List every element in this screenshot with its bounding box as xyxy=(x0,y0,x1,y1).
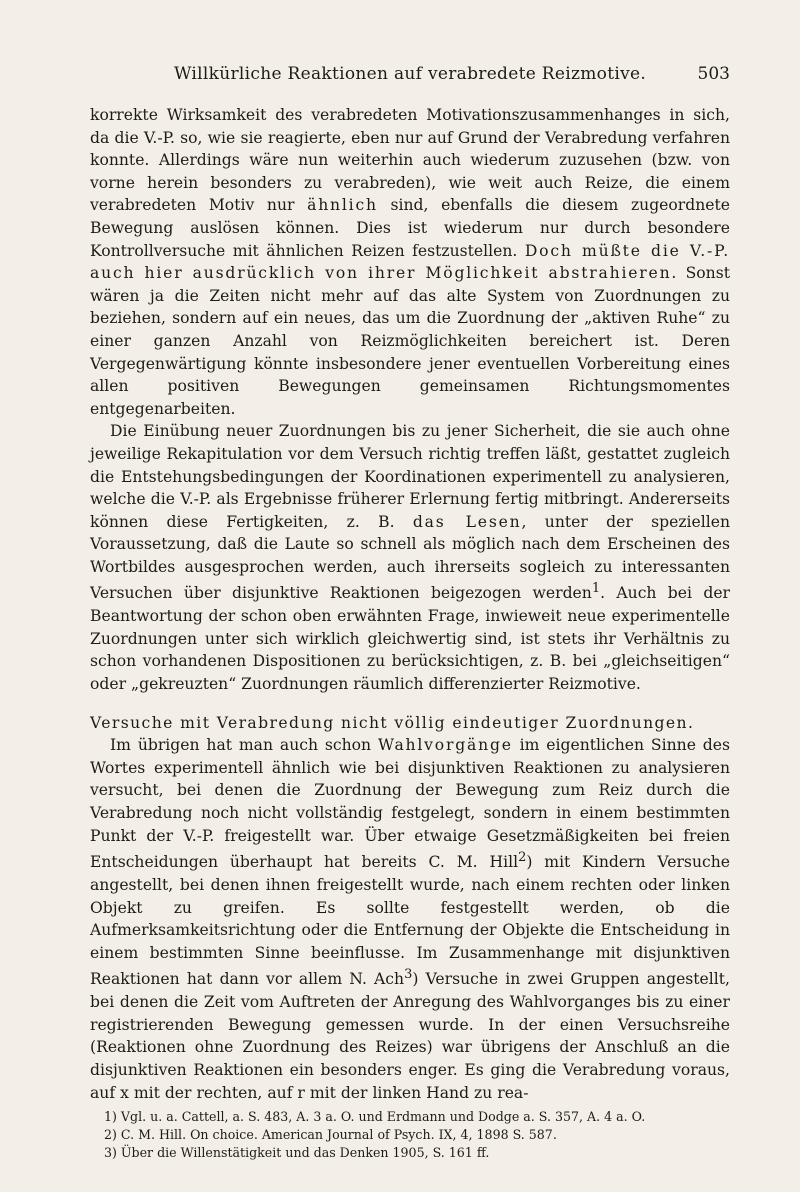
footnote-2: 2) C. M. Hill. On choice. American Journal of Psych. IX, 4, 1898 S. 587. xyxy=(104,1127,557,1142)
text-span: . Auch bei der Beantwortung der schon oben erwähnten Frage, inwieweit neue experimentelle Zuordnungen unter sich wirklich gleichwertig sind, ist stets ihr Verhältnis zu schon vorhandenen Dispositionen zu berücksichtigen, z. B. bei „gleichseitigen“ oder „gekreuzten“ Zuordnungen räumlich differenzierter Reizmotive. xyxy=(90,584,730,694)
footnote-3: 3) Über die Willenstätigkeit und das Denken 1905, S. 161 ff. xyxy=(104,1145,490,1160)
footnote-marker: 3 xyxy=(404,967,413,983)
section-heading xyxy=(90,712,730,735)
text-span: ) mit Kindern Versuche angestellt, bei denen ihnen freigestellt wurde, nach einem rechten oder linken Objekt zu greifen. Es sollte festgestellt werden, ob die Aufmerksamkeitsrichtung oder die Entfernung der Objekte die Entscheidung in einem bestimmten Sinne beeinflusse. Im Zusammenhange mit disjunktiven Reaktionen hat dann vor allem N. Ach xyxy=(90,853,730,989)
emphasis-text: ähnlich xyxy=(307,196,378,215)
text-span: , unter der speziellen Voraussetzung, daß die Laute so schnell als möglich nach dem Erscheinen des Wortbildes ausgesprochen werden, auch ihrerseits sogleich zu interessanten Versuchen über disjunktive Reaktionen beigezogen werden xyxy=(90,512,730,603)
emphasis-text: das Lesen xyxy=(412,512,522,531)
text-span: Die Einübung neuer Zuordnungen bis zu jener Sicherheit, die sie auch ohne jeweilige Rekapitulation vor dem Versuch richtig treffen läßt, gestattet zugleich die Entstehungsbedingungen der Koordinationen experimentell zu analysieren, welche die V.-P. als Ergebnisse früherer Erlernung fertig mitbringt. Andererseits können diese Fertigkeiten, z. B. xyxy=(90,422,730,531)
footnote-1: 1) Vgl. u. a. Cattell, a. S. 483, A. 3 a. O. und Erdmann und Dodge a. S. 357, A. 4 a. O. xyxy=(104,1109,646,1124)
paragraph-2 xyxy=(90,420,730,695)
running-title: Willkürliche Reaktionen auf verabredete Reizmotive. xyxy=(173,64,647,84)
main-text xyxy=(90,104,730,1104)
paragraph-1 xyxy=(90,104,730,420)
footnote-marker: 2 xyxy=(518,850,527,866)
text-span: ) Versuche in zwei Gruppen angestellt, bei denen die Zeit vom Auftreten der Anregung des Wahlvorganges bis zu einer registrierenden Bewegung gemessen wurde. In der einen Versuchsreihe (Reaktionen ohne Zuordnung des Reizes) war übrigens der Anschluß an die disjunktiven Reaktionen ein besonders enger. Es ging die Verabredung voraus, auf x mit der rechten, auf r mit der linken Hand zu rea- xyxy=(90,970,730,1102)
emphasis-text: Doch müßte die V.-P. auch hier ausdrücklich von ihrer Möglichkeit abstrahieren. xyxy=(90,241,730,283)
text-span: Im übrigen hat man auch schon xyxy=(110,736,378,755)
footnote-marker: 1 xyxy=(591,581,601,597)
text-span: Sonst wären ja die Zeiten nicht mehr auf das alte System von Zuordnungen zu beziehen, sondern auf ein neues, das um die Zuordnung der „aktiven Ruhe“ zu einer ganzen Anzahl von Reizmöglichkeiten bereichert ist. Deren Vergegenwärtigung könnte insbesondere jener eventuellen Vorbereitung eines allen positiven Bewegungen gemeinsamen Richtungsmomentes entgegenarbeiten. xyxy=(90,264,730,418)
footnotes xyxy=(104,1108,730,1162)
text-span: korrekte Wirksamkeit des verabredeten Motivationszusammenhanges in sich, da die V.-P. so, wie sie reagierte, eben nur auf Grund der Verabredung verfahren konnte. Allerdings wäre nun weiterhin auch wiederum zuzusehen (bzw. von vorne herein besonders zu verabreden), wie weit auch Reize, die einem verabredeten Motiv nur xyxy=(90,106,730,215)
emphasis-text: Wahlvorgänge xyxy=(377,736,513,755)
section-heading-text: Versuche mit Verabredung nicht völlig eindeutiger Zuordnungen. xyxy=(90,713,695,732)
page-number: 503 xyxy=(697,64,730,84)
text-span: im eigentlichen Sinne des Wortes experimentell ähnlich wie bei disjunktiven Reaktionen zu analysieren versucht, bei denen die Zuordnung der Bewegung zum Reiz durch die Verabredung noch nicht vollständig festgelegt, sondern in einem bestimmten Punkt der V.-P. freigestellt war. Über etwaige Gesetzmäßigkeiten bei freien Entscheidungen überhaupt hat bereits C. M. Hill xyxy=(90,736,731,872)
paragraph-3 xyxy=(90,734,730,1104)
text-span: sind, ebenfalls die diesem zugeordnete Bewegung auslösen können. Dies ist wiederum nur durch besondere Kontrollversuche mit ähnlichen Reizen festzustellen. xyxy=(90,196,731,260)
page-header xyxy=(90,64,730,90)
